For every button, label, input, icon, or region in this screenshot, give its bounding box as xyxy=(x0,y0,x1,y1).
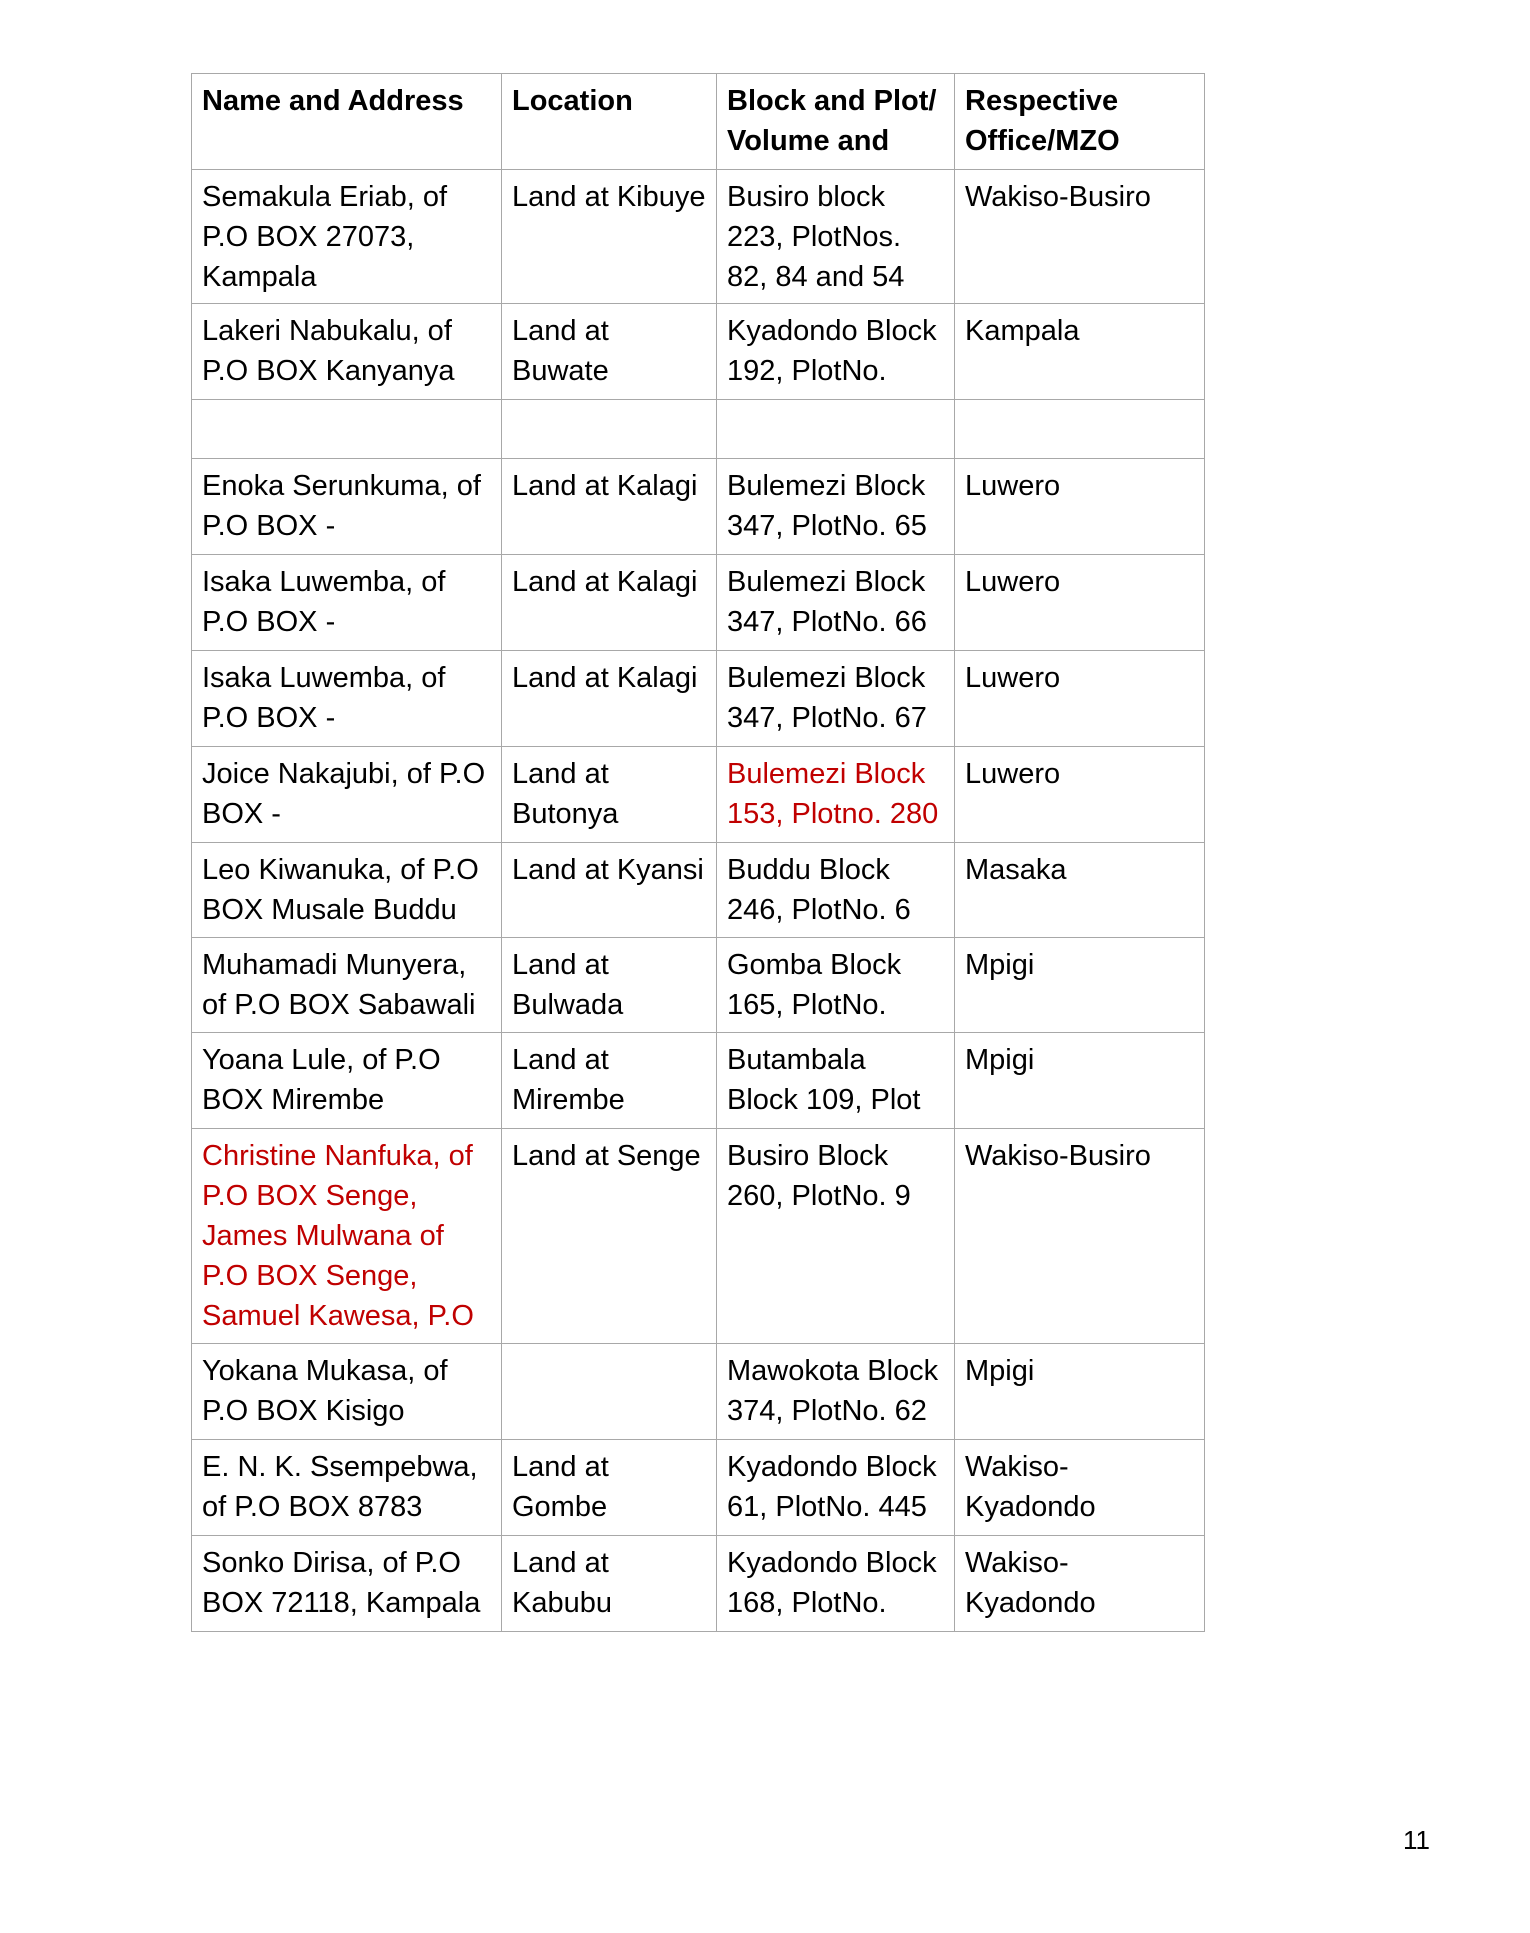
cell-block: Bulemezi Block 347, PlotNo. 67 xyxy=(717,651,955,747)
cell-location: Land at Kibuye xyxy=(502,170,717,304)
cell-location: Land at Butonya xyxy=(502,747,717,843)
cell-block: Bulemezi Block 347, PlotNo. 65 xyxy=(717,459,955,555)
cell-office: Luwero xyxy=(955,459,1205,555)
cell-office: Luwero xyxy=(955,747,1205,843)
cell-name xyxy=(192,400,502,459)
cell-name: Joice Nakajubi, of P.O BOX - xyxy=(192,747,502,843)
cell-office xyxy=(955,400,1205,459)
cell-block: Bulemezi Block 347, PlotNo. 66 xyxy=(717,555,955,651)
cell-name: Muhamadi Munyera, of P.O BOX Sabawali xyxy=(192,938,502,1033)
table-row xyxy=(192,938,1205,1033)
cell-location: Land at Kalagi xyxy=(502,459,717,555)
cell-office: Mpigi xyxy=(955,938,1205,1033)
table-row xyxy=(192,459,1205,555)
table-header-row xyxy=(192,74,1205,170)
table-row xyxy=(192,304,1205,400)
cell-location: Land at Mirembe xyxy=(502,1033,717,1129)
table-row xyxy=(192,1129,1205,1344)
cell-name: Lakeri Nabukalu, of P.O BOX Kanyanya xyxy=(192,304,502,400)
cell-name: Isaka Luwemba, of P.O BOX - xyxy=(192,555,502,651)
cell-office: Kampala xyxy=(955,304,1205,400)
cell-block: Butambala Block 109, Plot xyxy=(717,1033,955,1129)
cell-office: Luwero xyxy=(955,651,1205,747)
cell-block-highlighted: Bulemezi Block 153, Plotno. 280 xyxy=(717,747,955,843)
table-row-empty xyxy=(192,400,1205,459)
page-number: 11 xyxy=(1403,1825,1430,1855)
cell-block xyxy=(717,400,955,459)
cell-name: Yoana Lule, of P.O BOX Mirembe xyxy=(192,1033,502,1129)
cell-name: Yokana Mukasa, of P.O BOX Kisigo xyxy=(192,1344,502,1440)
header-office: Respective Office/MZO xyxy=(955,74,1205,170)
cell-block: Kyadondo Block 192, PlotNo. xyxy=(717,304,955,400)
cell-office: Luwero xyxy=(955,555,1205,651)
cell-block: Kyadondo Block 168, PlotNo. xyxy=(717,1536,955,1632)
land-records-table xyxy=(191,73,1205,1632)
cell-name: Enoka Serunkuma, of P.O BOX - xyxy=(192,459,502,555)
cell-office: Wakiso-Kyadondo xyxy=(955,1536,1205,1632)
table-row xyxy=(192,747,1205,843)
cell-location: Land at Gombe xyxy=(502,1440,717,1536)
cell-name: Isaka Luwemba, of P.O BOX - xyxy=(192,651,502,747)
cell-location: Land at Kabubu xyxy=(502,1536,717,1632)
cell-office: Wakiso-Busiro xyxy=(955,1129,1205,1344)
cell-block: Kyadondo Block 61, PlotNo. 445 xyxy=(717,1440,955,1536)
cell-block: Buddu Block 246, PlotNo. 6 xyxy=(717,843,955,938)
cell-location: Land at Bulwada xyxy=(502,938,717,1033)
header-name-address: Name and Address xyxy=(192,74,502,170)
cell-block: Gomba Block 165, PlotNo. xyxy=(717,938,955,1033)
table-row xyxy=(192,555,1205,651)
cell-location: Land at Kalagi xyxy=(502,555,717,651)
cell-office: Mpigi xyxy=(955,1033,1205,1129)
table-row xyxy=(192,1033,1205,1129)
cell-location xyxy=(502,1344,717,1440)
cell-block: Busiro block 223, PlotNos. 82, 84 and 54 xyxy=(717,170,955,304)
table-row xyxy=(192,1440,1205,1536)
table-row xyxy=(192,1344,1205,1440)
cell-name-highlighted: Christine Nanfuka, of P.O BOX Senge, James Mulwana of P.O BOX Senge, Samuel Kawesa, P.O xyxy=(192,1129,502,1344)
cell-name: Semakula Eriab, of P.O BOX 27073, Kampala xyxy=(192,170,502,304)
cell-office: Masaka xyxy=(955,843,1205,938)
table-row xyxy=(192,1536,1205,1632)
table-row xyxy=(192,170,1205,304)
cell-location: Land at Kalagi xyxy=(502,651,717,747)
cell-office: Wakiso-Kyadondo xyxy=(955,1440,1205,1536)
table-row xyxy=(192,843,1205,938)
header-location: Location xyxy=(502,74,717,170)
cell-location: Land at Buwate xyxy=(502,304,717,400)
cell-name: Leo Kiwanuka, of P.O BOX Musale Buddu xyxy=(192,843,502,938)
cell-location xyxy=(502,400,717,459)
cell-name: Sonko Dirisa, of P.O BOX 72118, Kampala xyxy=(192,1536,502,1632)
cell-location: Land at Senge xyxy=(502,1129,717,1344)
table-row xyxy=(192,651,1205,747)
cell-office: Wakiso-Busiro xyxy=(955,170,1205,304)
cell-office: Mpigi xyxy=(955,1344,1205,1440)
header-block-plot: Block and Plot/ Volume and xyxy=(717,74,955,170)
cell-name: E. N. K. Ssempebwa, of P.O BOX 8783 xyxy=(192,1440,502,1536)
cell-block: Busiro Block 260, PlotNo. 9 xyxy=(717,1129,955,1344)
cell-block: Mawokota Block 374, PlotNo. 62 xyxy=(717,1344,955,1440)
cell-location: Land at Kyansi xyxy=(502,843,717,938)
